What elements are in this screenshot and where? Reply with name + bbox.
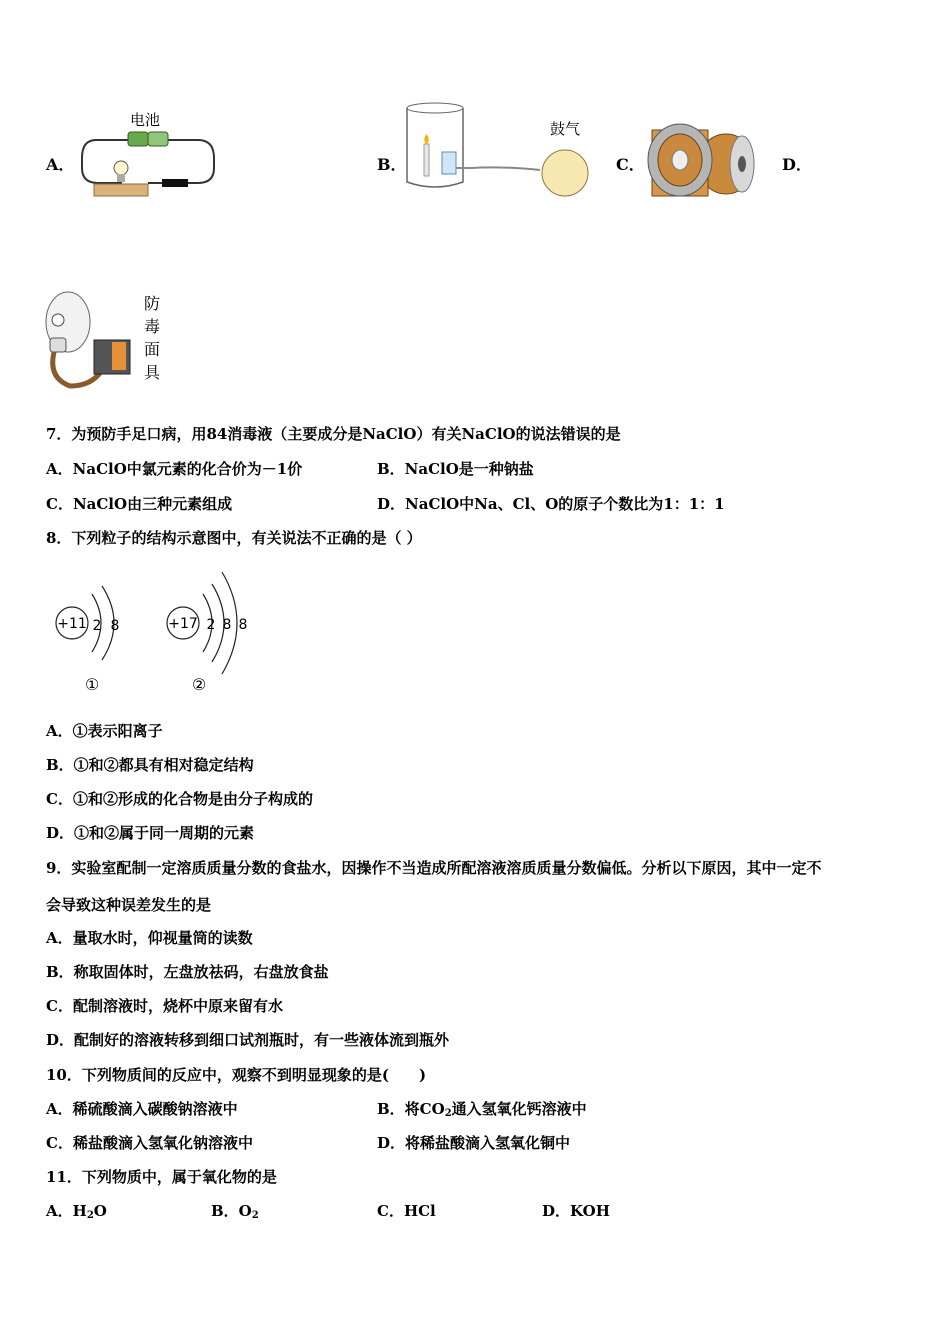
q11-stem: 11．下列物质中，属于氧化物的是 [46,1168,277,1186]
ball-icon [542,150,588,196]
q10-stem: 10．下列物质间的反应中，观察不到明显现象的是( ) [46,1066,427,1084]
q9-option-a[interactable]: A．量取水时，仰视量筒的读数 [46,929,253,947]
q11-option-b[interactable]: B．$O_2$ [211,1202,259,1221]
option-c-label: C． [616,155,645,174]
q10-option-d[interactable]: D．将稀盐酸滴入氢氧化铜中 [377,1134,571,1152]
q11-option-d[interactable]: D．KOH [542,1202,610,1220]
q10-option-b[interactable]: B．将$CO_2$通入氢氧化钙溶液中 [377,1100,587,1119]
q9-stem-line1: 9．实验室配制一定溶质质量分数的食盐水，因操作不当造成所配溶液溶质质量分数偏低。分析以下原因，其中一定不 [46,859,822,877]
q8-option-c[interactable]: C．①和②形成的化合物是由分子构成的 [46,790,313,808]
q8-option-d[interactable]: D．①和②属于同一周期的元素 [46,824,255,842]
battery-circuit-figure [78,108,220,200]
q9-stem-line2: 会导致这种误差发生的是 [46,896,212,914]
gas-mask-caption-1: 防 [144,294,161,313]
particle2-label: ② [191,675,207,694]
particle2-shell-3: 8 [238,617,248,633]
q9-option-c[interactable]: C．配制溶液时，烧杯中原来留有水 [46,997,283,1015]
copper-wire-spool-figure [642,122,760,200]
q8-option-b[interactable]: B．①和②都具有相对稳定结构 [46,756,254,774]
particle1-shell-2: 8 [110,618,120,634]
blow-air-caption: 鼓气 [550,120,581,138]
gas-mask-caption-3: 面 [144,340,161,359]
q8-stem: 8．下列粒子的结构示意图中，有关说法不正确的是（ ） [46,529,422,547]
q7-option-a[interactable]: A．NaClO中氯元素的化合价为－1价 [46,460,303,478]
battery-caption: 电池 [130,111,161,129]
candle-icon [424,144,429,176]
q7-option-c[interactable]: C．NaClO由三种元素组成 [46,495,233,513]
bulb-icon [114,161,128,175]
q8-option-a[interactable]: A．①表示阳离子 [46,722,163,740]
switch-icon [162,179,188,187]
q7-option-d[interactable]: D．NaClO中Na、Cl、O的原子个数比为1：1：1 [377,495,725,513]
q7-stem: 7．为预防手足口病，用84消毒液（主要成分是NaClO）有关NaClO的说法错误的是 [46,425,621,443]
battery-icon [128,132,148,146]
q10-option-a[interactable]: A．稀硫酸滴入碳酸钠溶液中 [46,1100,238,1118]
option-a-label: A． [46,155,75,174]
particle2-shell-2: 8 [222,617,232,633]
q10-option-c[interactable]: C．稀盐酸滴入氢氧化钠溶液中 [46,1134,253,1152]
q9-option-b[interactable]: B．称取固体时，左盘放祛码，右盘放食盐 [46,963,329,981]
gas-mask-caption-2: 毒 [144,317,161,336]
q7-option-b[interactable]: B．NaClO是一种钠盐 [377,460,534,478]
particle1-shell-1: 2 [92,618,102,634]
q11-option-a[interactable]: A．$H_2O$ [46,1202,107,1221]
particle1-label: ① [84,675,100,694]
glass-jar-icon [407,108,463,187]
particle1-charge: +11 [57,616,87,632]
candle-jar-figure [400,100,595,200]
particle2-charge: +17 [168,616,198,632]
q9-option-d[interactable]: D．配制好的溶液转移到细口试剂瓶时，有一些液体流到瓶外 [46,1031,450,1049]
q11-option-c[interactable]: C．HCl [377,1202,436,1220]
gas-mask-figure [40,286,170,394]
option-d-label: D． [782,155,812,174]
gas-mask-caption-4: 具 [144,363,161,382]
particle2-shell-1: 2 [206,617,216,633]
option-b-label: B． [377,155,407,174]
particle-structure-diagram [46,566,266,698]
